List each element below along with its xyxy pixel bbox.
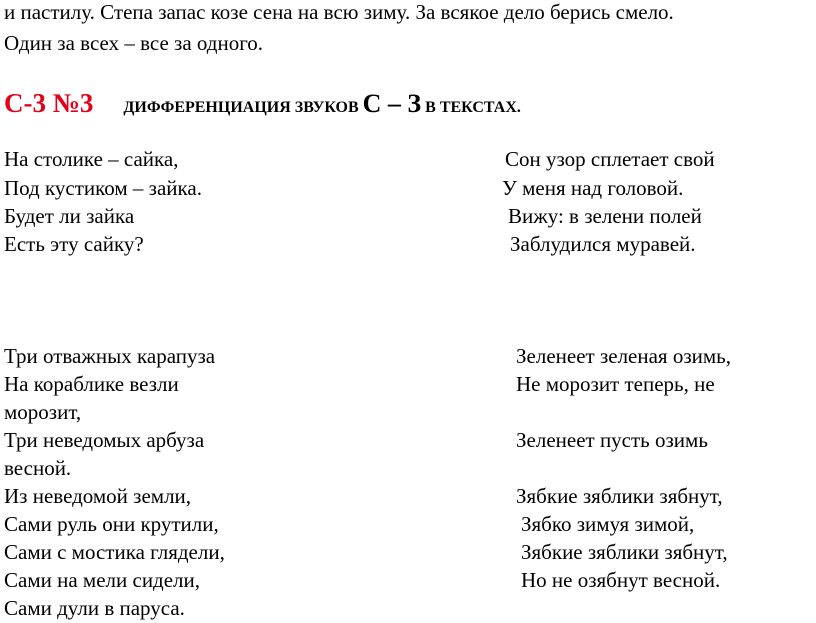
poem2-left-line: Сами на мели сидели, (4, 568, 201, 592)
poem2-right-line: Зябкие зяблики зябнут, (516, 484, 723, 508)
poem1-right-line: Заблудился муравей. (510, 232, 696, 256)
poem2-left-line: Сами дули в паруса. (4, 596, 185, 620)
poem2-right-line: Не морозит теперь, не (516, 372, 715, 396)
poem1-left-line: На столике – сайка, (4, 147, 179, 171)
heading-title-part2: В ТЕКСТАХ. (421, 99, 521, 116)
poem2-left-line: Три отважных карапуза (4, 344, 216, 368)
poem2-right-line: Зябко зимуя зимой, (521, 512, 695, 536)
poem2-left-line: Три неведомых арбуза (4, 428, 205, 452)
poem2-right-line: Зеленеет зеленая озимь, (516, 344, 731, 368)
intro-line-2: Один за всех – все за одного. (4, 31, 264, 55)
poem1-right-line: У меня над головой. (502, 176, 684, 200)
poem1-right-line: Сон узор сплетает свой (505, 147, 715, 171)
poem2-right-line: Но не озябнут весной. (521, 568, 721, 592)
poem1-left-line: Будет ли зайка (4, 204, 135, 228)
section-heading (4, 88, 521, 119)
heading-title-part1: ДИФФЕРЕНЦИАЦИЯ ЗВУКОВ (123, 99, 363, 116)
poem2-left-line: На кораблике везли (4, 372, 179, 396)
poem1-left-line: Под кустиком – зайка. (4, 176, 202, 200)
poem2-left-line: морозит, (4, 400, 82, 424)
heading-letters: С – З (362, 89, 422, 118)
poem2-left-line: Сами с мостика глядели, (4, 540, 225, 564)
poem1-left-line: Есть эту сайку? (4, 232, 144, 256)
poem2-left-line: Из неведомой земли, (4, 484, 192, 508)
intro-line-1: и пастилу. Степа запас козе сена на всю зиму. За всякое дело берись смело. (4, 0, 674, 24)
poem2-left-line: Сами руль они крутили, (4, 512, 219, 536)
poem2-right-line: Зябкие зяблики зябнут, (521, 540, 728, 564)
exercise-number: С-3 №3 (4, 88, 94, 118)
poem1-right-line: Вижу: в зелени полей (508, 204, 702, 228)
poem2-left-line: весной. (4, 456, 72, 480)
poem2-right-line: Зеленеет пусть озимь (516, 428, 708, 452)
